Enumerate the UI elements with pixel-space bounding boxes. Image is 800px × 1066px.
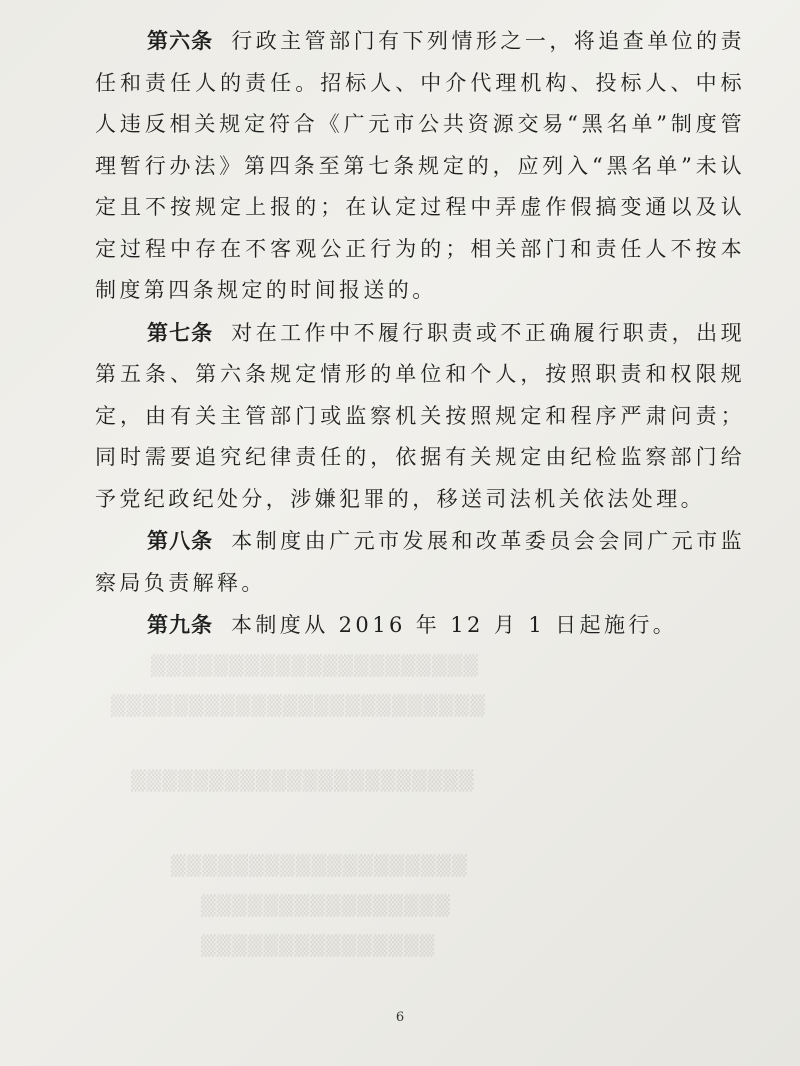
article-label: 第八条 [147,528,214,553]
article-6 [95,20,745,312]
article-text: 行政主管部门有下列情形之一，将追查单位的责任和责任人的责任。招标人、中介代理机构、投标人、中标人违反相关规定符合《广元市公共资源交易“黑名单”制度管理暂行办法》第四条至第七条规定的，应列入“黑名单”未认定且不按规定上报的；在认定过程中弄虚作假搞变通以及认定过程中存在不客观公正行为的；相关部门和责任人不按本制度第四条规定的时间报送的。 [95,29,746,302]
article-7 [95,312,745,521]
article-label: 第七条 [147,319,214,345]
show-through-text: ▒▒▒▒▒▒▒▒▒▒▒▒▒▒▒▒▒▒▒ [170,855,467,877]
show-through-text: ▒▒▒▒▒▒▒▒▒▒▒▒▒▒▒ [200,935,435,957]
article-8 [95,520,745,604]
article-9 [95,604,745,647]
document-body [95,20,745,647]
article-label: 第九条 [147,612,213,637]
article-text: 本制度从 2016 年 12 月 1 日起施行。 [231,613,678,637]
article-text: 对在工作中不履行职责或不正确履行职责，出现第五条、第六条规定情形的单位和个人，按照职责和权限规定，由有关主管部门或监察机关按照规定和程序严肃问责；同时需要追究纪律责任的，依据有关规定由纪检监察部门给予党纪政纪处分，涉嫌犯罪的，移送司法机关依法处理。 [95,320,746,511]
show-through-text: ▒▒▒▒▒▒▒▒▒▒▒▒▒▒▒▒ [200,895,450,917]
page-number: 6 [395,1010,405,1025]
show-through-text: ▒▒▒▒▒▒▒▒▒▒▒▒▒▒▒▒▒▒▒▒▒ [150,655,478,677]
article-label: 第六条 [147,28,214,53]
article-text: 本制度由广元市发展和改革委员会会同广元市监察局负责解释。 [95,529,746,595]
show-through-text: ▒▒▒▒▒▒▒▒▒▒▒▒▒▒▒▒▒▒▒▒▒▒ [130,770,474,792]
show-through-text: ▒▒▒▒▒▒▒▒▒▒▒▒▒▒▒▒▒▒▒▒▒▒▒▒ [110,695,485,717]
